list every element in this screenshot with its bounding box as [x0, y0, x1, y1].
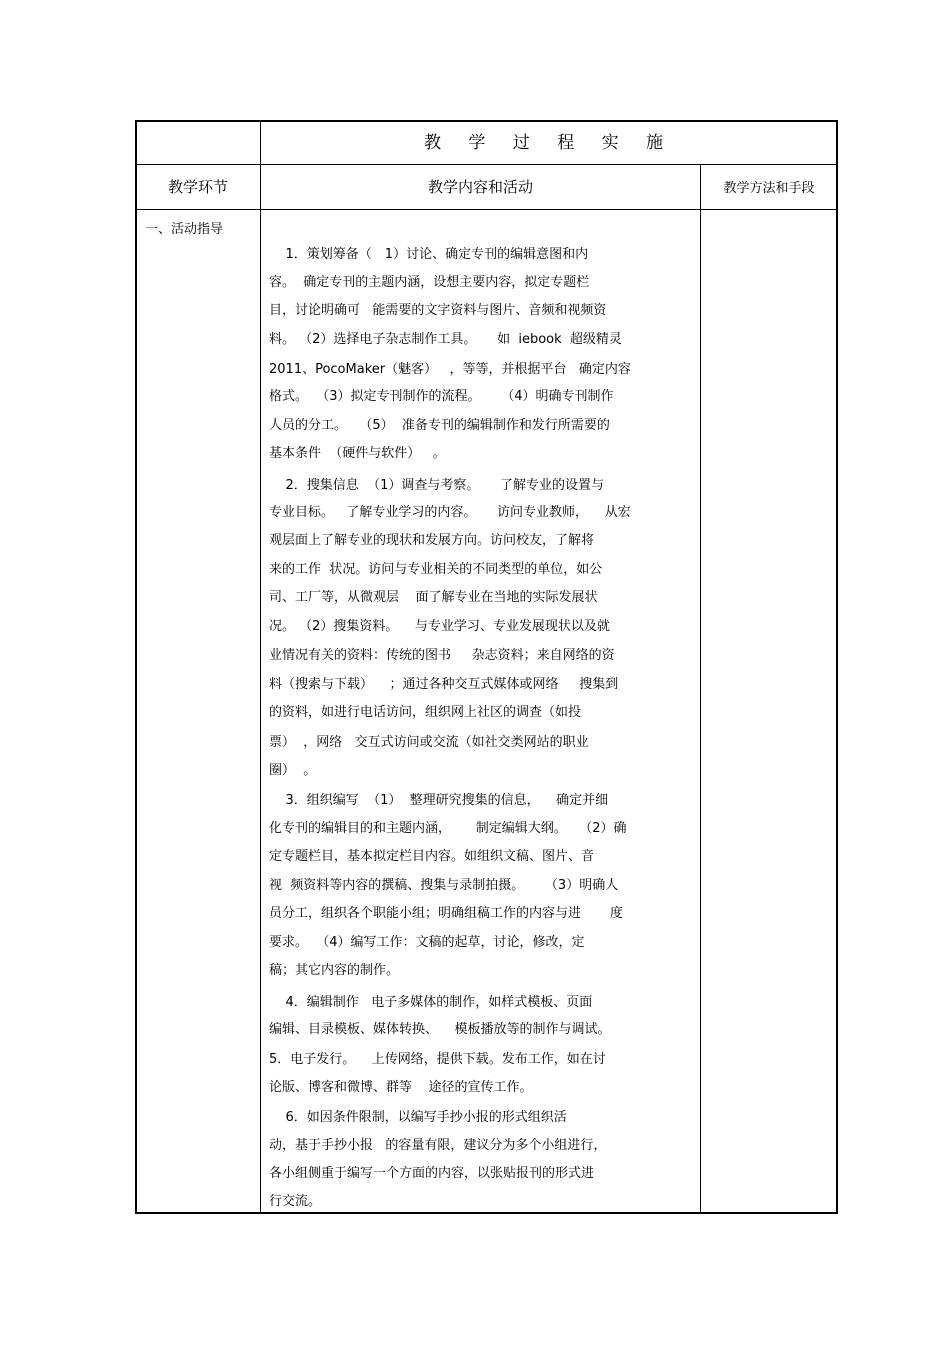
content-line: 料。 （2）选择电子杂志制作工具。 如 iebook 超级精灵 [269, 332, 622, 347]
content-line: 行交流。 [269, 1194, 322, 1209]
content-line: 1．策划筹备（ 1）讨论、确定专刊的编辑意图和内 [269, 247, 589, 262]
content-line: 2011、PocoMaker（魅客） ，等等，并根据平台 确定内容 [269, 362, 631, 377]
row-divider [136, 164, 837, 165]
content-line: 3．组织编写 （1） 整理研究搜集的信息， 确定并细 [269, 793, 609, 808]
content-line: 况。 （2）搜集资料。 与专业学习、专业发展现状以及就 [269, 619, 610, 634]
content-line: 6．如因条件限制，以编写手抄小报的形式组织活 [269, 1110, 567, 1125]
table-title: 教 学 过 程 实 施 [423, 133, 675, 153]
content-line: 2．搜集信息 （1）调查与考察。 了解专业的设置与 [269, 478, 604, 493]
content-line: 员分工，组织各个职能小组；明确组稿工作的内容与进 度 [269, 906, 623, 921]
content-line: 目，讨论明确可 能需要的文字资料与图片、音频和视频资 [269, 303, 607, 318]
content-line: 基本条件 （硬件与软件） 。 [269, 446, 446, 461]
content-line: 观层面上了解专业的现状和发展方向。访问校友，了解将 [269, 533, 595, 548]
content-line: 要求。 （4）编写工作：文稿的起草，讨论，修改，定 [269, 935, 585, 950]
header-stage: 教学环节 [167, 178, 228, 196]
row-divider [136, 209, 837, 210]
header-content: 教学内容和活动 [427, 178, 533, 196]
content-line: 稿；其它内容的制作。 [269, 963, 400, 978]
content-line: 5．电子发行。 上传网络，提供下载。发布工作，如在讨 [269, 1052, 606, 1067]
content-line: 圈） 。 [269, 763, 317, 778]
content-line: 格式。 （3）拟定专刊制作的流程。 （4）明确专刊制作 [269, 389, 614, 404]
content-line: 视 频资料等内容的撰稿、搜集与录制拍摄。 （3）明确人 [269, 878, 619, 893]
content-line: 司、工厂等，从微观层 面了解专业在当地的实际发展状 [269, 590, 598, 605]
section-label: 一、活动指导 [145, 222, 224, 237]
content-line: 化专刊的编辑目的和主题内涵， 制定编辑大纲。 （2）确 [269, 821, 627, 836]
column-divider [700, 164, 701, 1213]
content-line: 来的工作 状况。访问与专业相关的不同类型的单位，如公 [269, 562, 603, 577]
content-line: 定专题栏目，基本拟定栏目内容。如组织文稿、图片、音 [269, 849, 595, 864]
content-line: 人员的分工。 （5） 准备专刊的编辑制作和发行所需要的 [269, 418, 610, 433]
content-line: 专业目标。 了解专业学习的内容。 访问专业教师， 从宏 [269, 505, 631, 520]
content-line: 容。 确定专刊的主题内涵，设想主要内容，拟定专题栏 [269, 275, 590, 290]
content-line: 4．编辑制作 电子多媒体的制作，如样式模板、页面 [269, 995, 593, 1010]
header-methods: 教学方法和手段 [723, 181, 815, 196]
content-line: 料（搜索与下载） ；通过各种交互式媒体或网络 搜集到 [269, 677, 619, 692]
content-line: 动，基于手抄小报 的容量有限，建议分为多个小组进行， [269, 1138, 607, 1153]
content-line: 论版、博客和微博、群等 途径的宣传工作。 [269, 1080, 533, 1095]
content-line: 编辑、目录模板、媒体转换、 模板播放等的制作与调试。 [269, 1022, 611, 1037]
content-line: 的资料，如进行电话访问，组织网上社区的调查（如投 [269, 705, 582, 720]
content-line: 业情况有关的资料：传统的图书 杂志资料；来自网络的资 [269, 648, 615, 663]
column-divider [260, 121, 261, 1213]
content-line: 各小组侧重于编写一个方面的内容，以张贴报刊的形式进 [269, 1166, 595, 1181]
content-line: 票） ，网络 交互式访问或交流（如社交类网站的职业 [269, 735, 589, 750]
